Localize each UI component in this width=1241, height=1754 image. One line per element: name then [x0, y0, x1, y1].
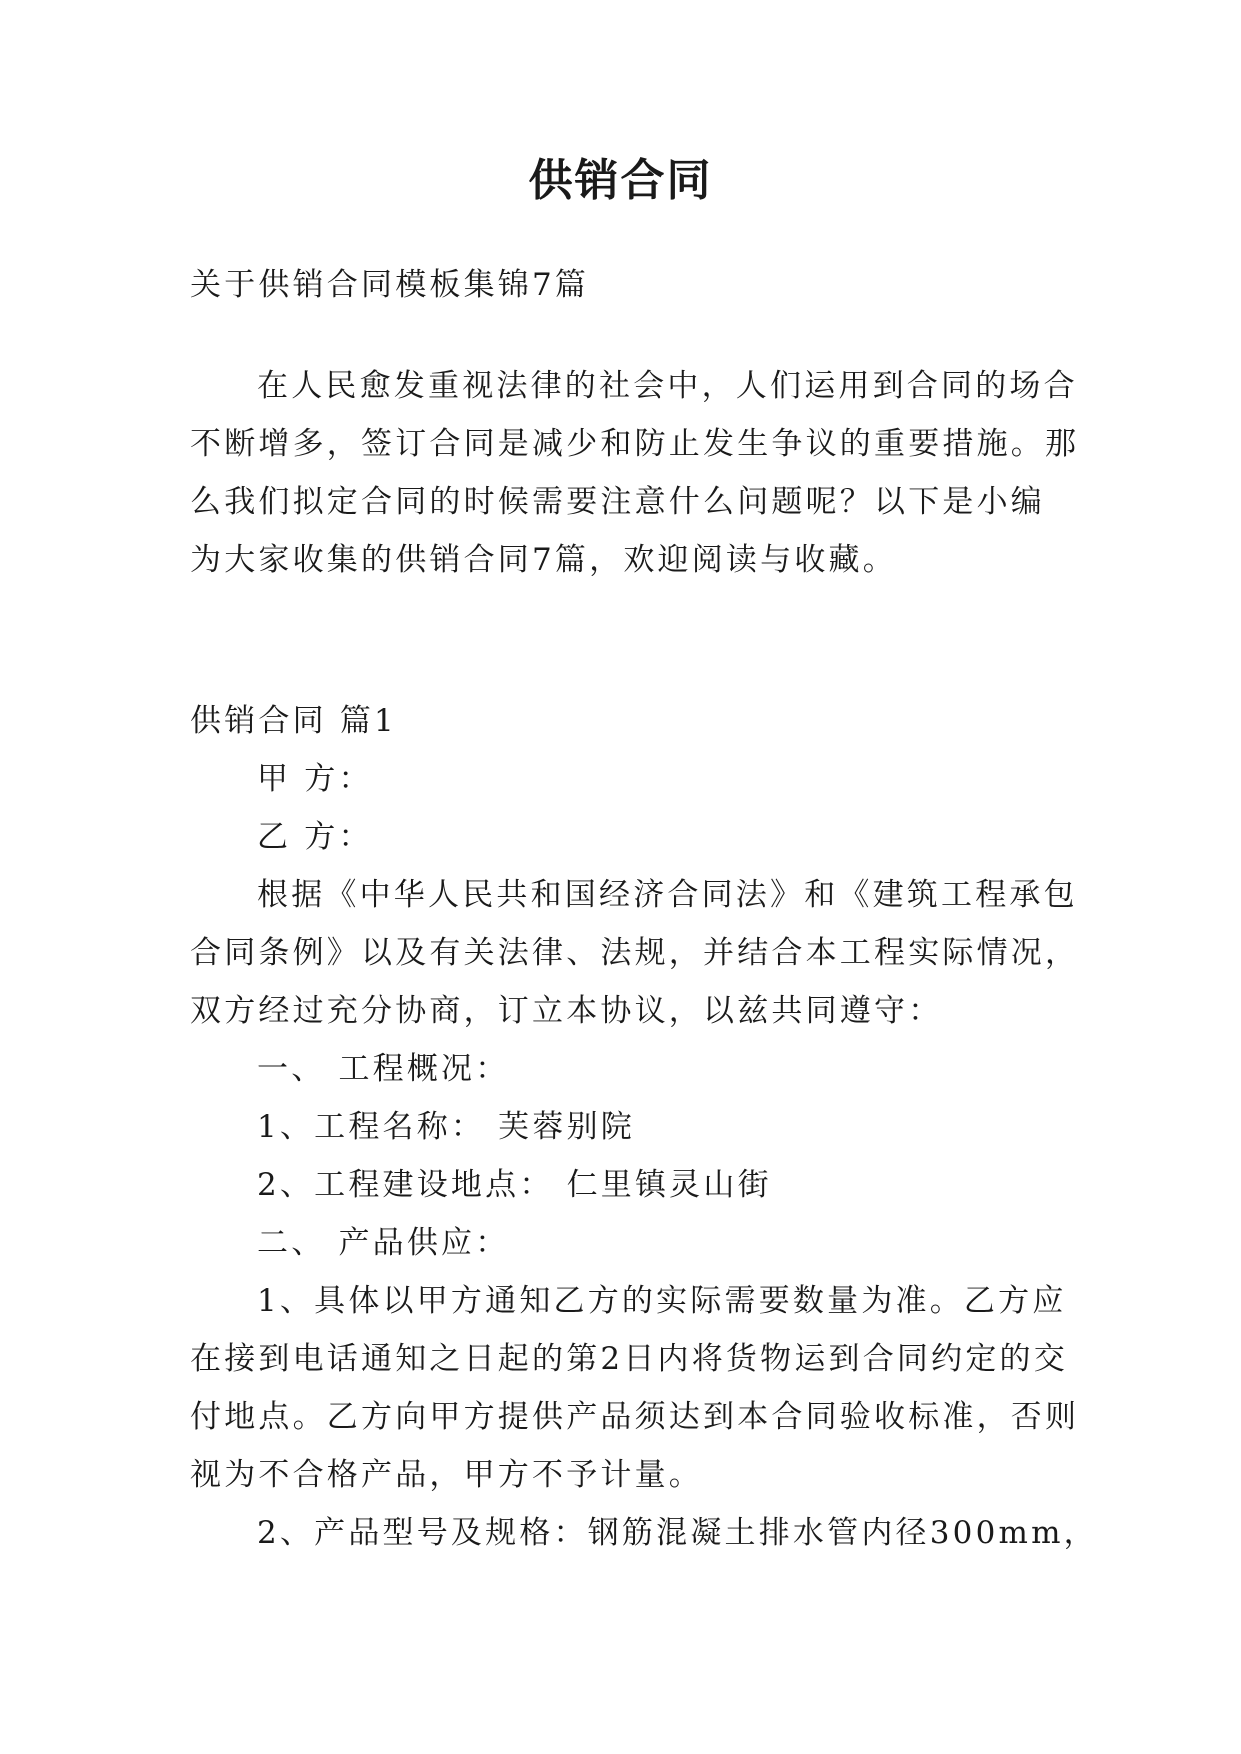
party-b-label: 乙 方：: [257, 819, 373, 855]
intro-line: 在人民愈发重视法律的社会中，人们运用到合同的场合: [257, 368, 1078, 404]
basis-line: 双方经过充分协商，订立本协议，以兹共同遵守：: [190, 993, 943, 1029]
intro-line: 么我们拟定合同的时候需要注意什么问题呢？以下是小编: [190, 484, 1045, 520]
basis-line: 合同条例》以及有关法律、法规，并结合本工程实际情况，: [190, 935, 1080, 971]
intro-line: 为大家收集的供销合同7篇，欢迎阅读与收藏。: [190, 542, 897, 578]
clause-one-heading: 一、 工程概况：: [257, 1051, 510, 1087]
party-a-label: 甲 方：: [257, 761, 373, 797]
supply-line: 视为不合格产品，甲方不予计量。: [190, 1457, 703, 1493]
basis-line: 根据《中华人民共和国经济合同法》和《建筑工程承包: [257, 877, 1078, 913]
supply-line: 付地点。乙方向甲方提供产品须达到本合同验收标准，否则: [190, 1399, 1080, 1435]
subtitle: 关于供销合同模板集锦7篇: [190, 267, 590, 303]
spec-line: 2、产品型号及规格：钢筋混凝土排水管内径300mm，: [257, 1515, 1098, 1551]
clause-two-heading: 二、 产品供应：: [257, 1225, 510, 1261]
section-heading: 供销合同 篇1: [190, 703, 397, 739]
supply-line: 1、具体以甲方通知乙方的实际需要数量为准。乙方应: [257, 1283, 1067, 1319]
intro-line: 不断增多，签订合同是减少和防止发生争议的重要措施。那: [190, 426, 1080, 462]
project-name-line: 1、工程名称： 芙蓉别院: [257, 1109, 635, 1145]
supply-line: 在接到电话通知之日起的第2日内将货物运到合同约定的交: [190, 1341, 1068, 1377]
project-location-line: 2、工程建设地点： 仁里镇灵山街: [257, 1167, 772, 1203]
document-title: 供销合同: [528, 155, 713, 206]
